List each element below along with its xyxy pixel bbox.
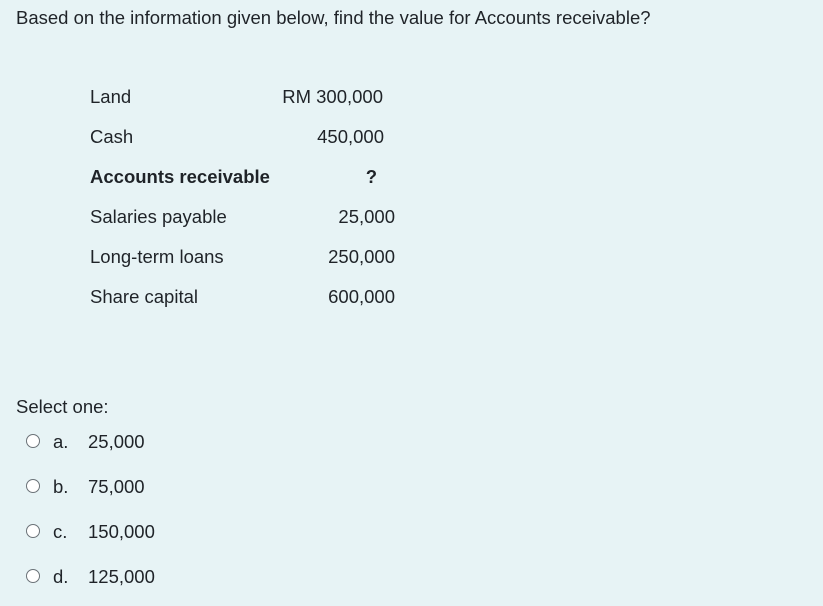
ledger-value: RM 300,000 <box>282 86 383 107</box>
option-letter: b. <box>53 476 69 497</box>
option-a[interactable] <box>24 429 324 455</box>
option-text[interactable]: 25,000 <box>88 431 145 452</box>
option-text[interactable]: 75,000 <box>88 476 145 497</box>
radio-button[interactable] <box>26 434 40 448</box>
ledger-value: 250,000 <box>328 246 395 267</box>
ledger-row-accounts-receivable <box>0 164 823 190</box>
option-d[interactable] <box>24 564 324 590</box>
ledger-label: Cash <box>90 126 134 147</box>
radio-button[interactable] <box>26 479 40 493</box>
ledger-label: Share capital <box>90 286 198 307</box>
ledger-row-cash <box>0 124 823 150</box>
radio-button[interactable] <box>26 569 40 583</box>
ledger-label: Long-term loans <box>90 246 224 267</box>
ledger-value: 25,000 <box>338 206 395 227</box>
ledger-value: 600,000 <box>328 286 395 307</box>
question-text: Based on the information given below, find the value for Accounts receivable? <box>16 7 651 28</box>
ledger-row-long-term-loans <box>0 244 823 270</box>
option-letter: d. <box>53 566 69 587</box>
option-c[interactable] <box>24 519 324 545</box>
option-b[interactable] <box>24 474 324 500</box>
radio-button[interactable] <box>26 524 40 538</box>
option-letter: c. <box>53 521 68 542</box>
ledger-row-salaries-payable <box>0 204 823 230</box>
ledger-row-share-capital <box>0 284 823 310</box>
ledger-value: ? <box>365 166 377 187</box>
option-text[interactable]: 125,000 <box>88 566 155 587</box>
ledger-value: 450,000 <box>317 126 384 147</box>
select-one-label: Select one: <box>16 396 109 417</box>
ledger-label: Land <box>90 86 132 107</box>
option-letter: a. <box>53 431 69 452</box>
ledger-label: Salaries payable <box>90 206 227 227</box>
option-text[interactable]: 150,000 <box>88 521 155 542</box>
ledger-label: Accounts receivable <box>90 166 270 187</box>
ledger-row-land <box>0 84 823 110</box>
